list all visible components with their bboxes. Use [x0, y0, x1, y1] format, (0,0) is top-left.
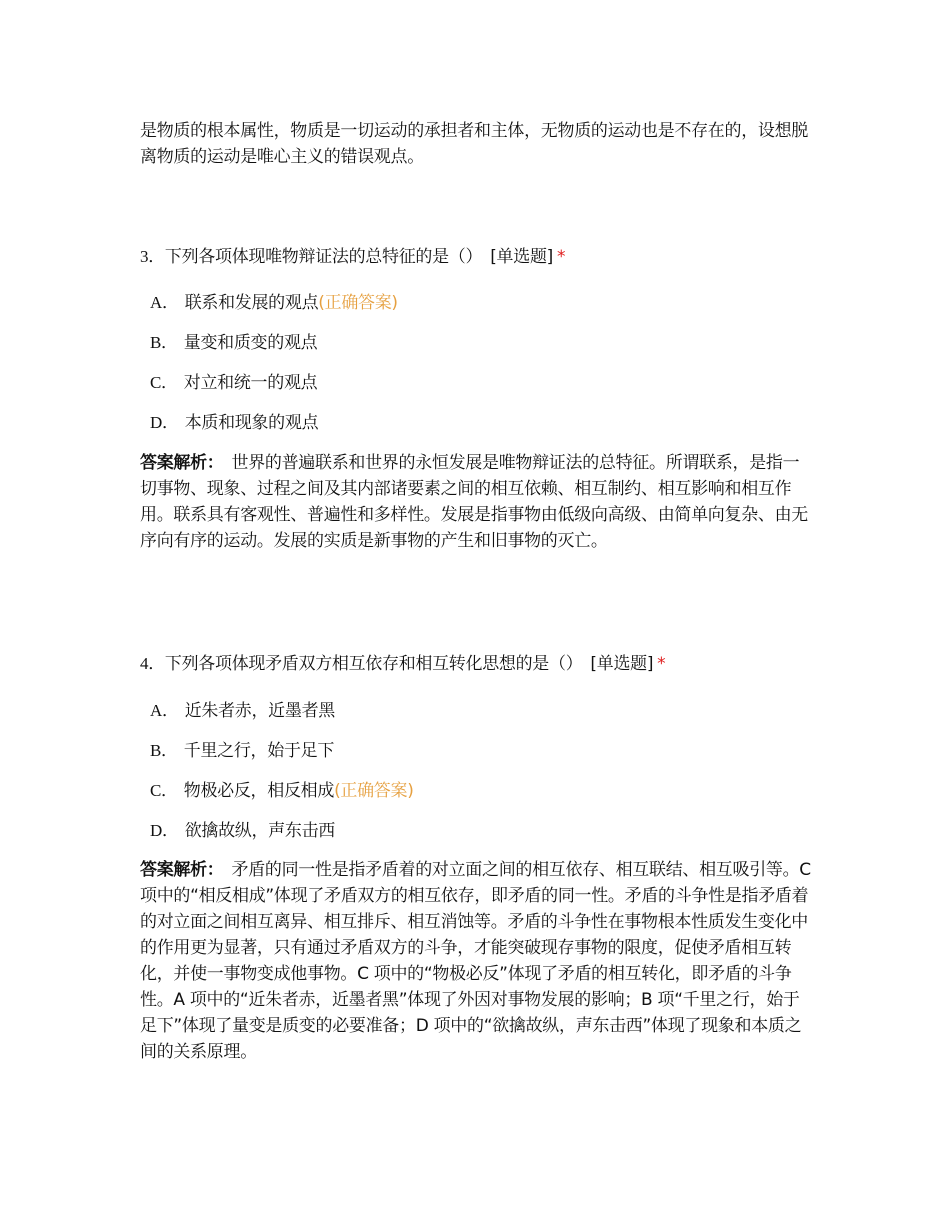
- option-text: 量变和质变的观点: [183, 333, 318, 353]
- option-c: [150, 779, 414, 803]
- analysis-label: 答案解析：: [140, 453, 224, 473]
- question-type: [单选题]: [490, 247, 553, 267]
- option-text: 本质和现象的观点: [184, 413, 319, 433]
- required-marker: *: [657, 654, 666, 674]
- option-letter: D．: [150, 413, 179, 432]
- question-type: [单选题]: [590, 654, 654, 674]
- question-text: 下列各项体现唯物辩证法的总特征的是（）: [164, 247, 483, 267]
- intro-paragraph: 是物质的根本属性，物质是一切运动的承担者和主体，无物质的运动也是不存在的，设想脱离物质的运动是唯心主义的错误观点。: [140, 121, 808, 167]
- analysis-text: 矛盾的同一性是指矛盾着的对立面之间的相互依存、相互联结、相互吸引等。C 项中的“相反相成”体现了矛盾双方的相互依存，即矛盾的同一性。矛盾的斗争性是指矛盾着的对立面之间相互离异、相互排斥、相互消蚀等。矛盾的斗争性在事物根本性质发生变化中的作用更为显著，只有通过矛盾双方的斗争，才能突破现存事物的限度，促使矛盾相互转化，并使一事物变成他事物。C 项中的“物极必反”体现了矛盾的相互转化，即矛盾的斗争性。A 项中的“近朱者赤，近墨者黑”体现了外因对事物发展的影响；B 项“千里之行，始于足下”体现了量变是质变的必要准备；D 项中的“欲擒故纵，声东击西”体现了现象和本质之间的关系原理。: [140, 860, 811, 1062]
- option-letter: A．: [150, 293, 179, 312]
- option-text: 物极必反，相反相成: [183, 781, 335, 801]
- option-b: [150, 739, 334, 763]
- option-letter: C．: [150, 373, 178, 392]
- option-d: [150, 411, 318, 435]
- option-letter: D．: [150, 821, 179, 840]
- required-marker: *: [556, 247, 566, 267]
- question-title: [140, 245, 565, 269]
- question-text: 下列各项体现矛盾双方相互依存和相互转化思想的是（）: [164, 654, 583, 674]
- analysis-label: 答案解析：: [140, 860, 224, 880]
- option-text: 联系和发展的观点: [184, 293, 319, 313]
- correct-answer-label: (正确答案): [334, 781, 414, 801]
- option-b: [150, 331, 317, 355]
- option-a: [150, 291, 398, 315]
- question-title: [140, 652, 665, 676]
- correct-answer-label: (正确答案): [318, 293, 398, 313]
- analysis-text: 世界的普遍联系和世界的永恒发展是唯物辩证法的总特征。所谓联系，是指一切事物、现象、过程之间及其内部诸要素之间的相互依赖、相互制约、相互影响和相互作用。联系具有客观性、普遍性和多样性。发展是指事物由低级向高级、由简单向复杂、由无序向有序的运动。发展的实质是新事物的产生和旧事物的灭亡。: [140, 453, 808, 551]
- option-letter: B．: [150, 741, 178, 760]
- option-c: [150, 371, 317, 395]
- option-text: 欲擒故纵，声东击西: [184, 821, 335, 841]
- option-text: 千里之行，始于足下: [183, 741, 335, 761]
- answer-analysis: [140, 857, 815, 1065]
- answer-analysis: [140, 450, 815, 554]
- option-text: 对立和统一的观点: [183, 373, 318, 393]
- option-d: [150, 819, 335, 843]
- option-text: 近朱者赤，近墨者黑: [184, 701, 335, 721]
- question-number: 3．: [140, 247, 165, 266]
- option-letter: B．: [150, 333, 178, 352]
- question-number: 4．: [140, 654, 165, 673]
- option-letter: A．: [150, 701, 179, 720]
- option-a: [150, 699, 335, 723]
- option-letter: C．: [150, 781, 178, 800]
